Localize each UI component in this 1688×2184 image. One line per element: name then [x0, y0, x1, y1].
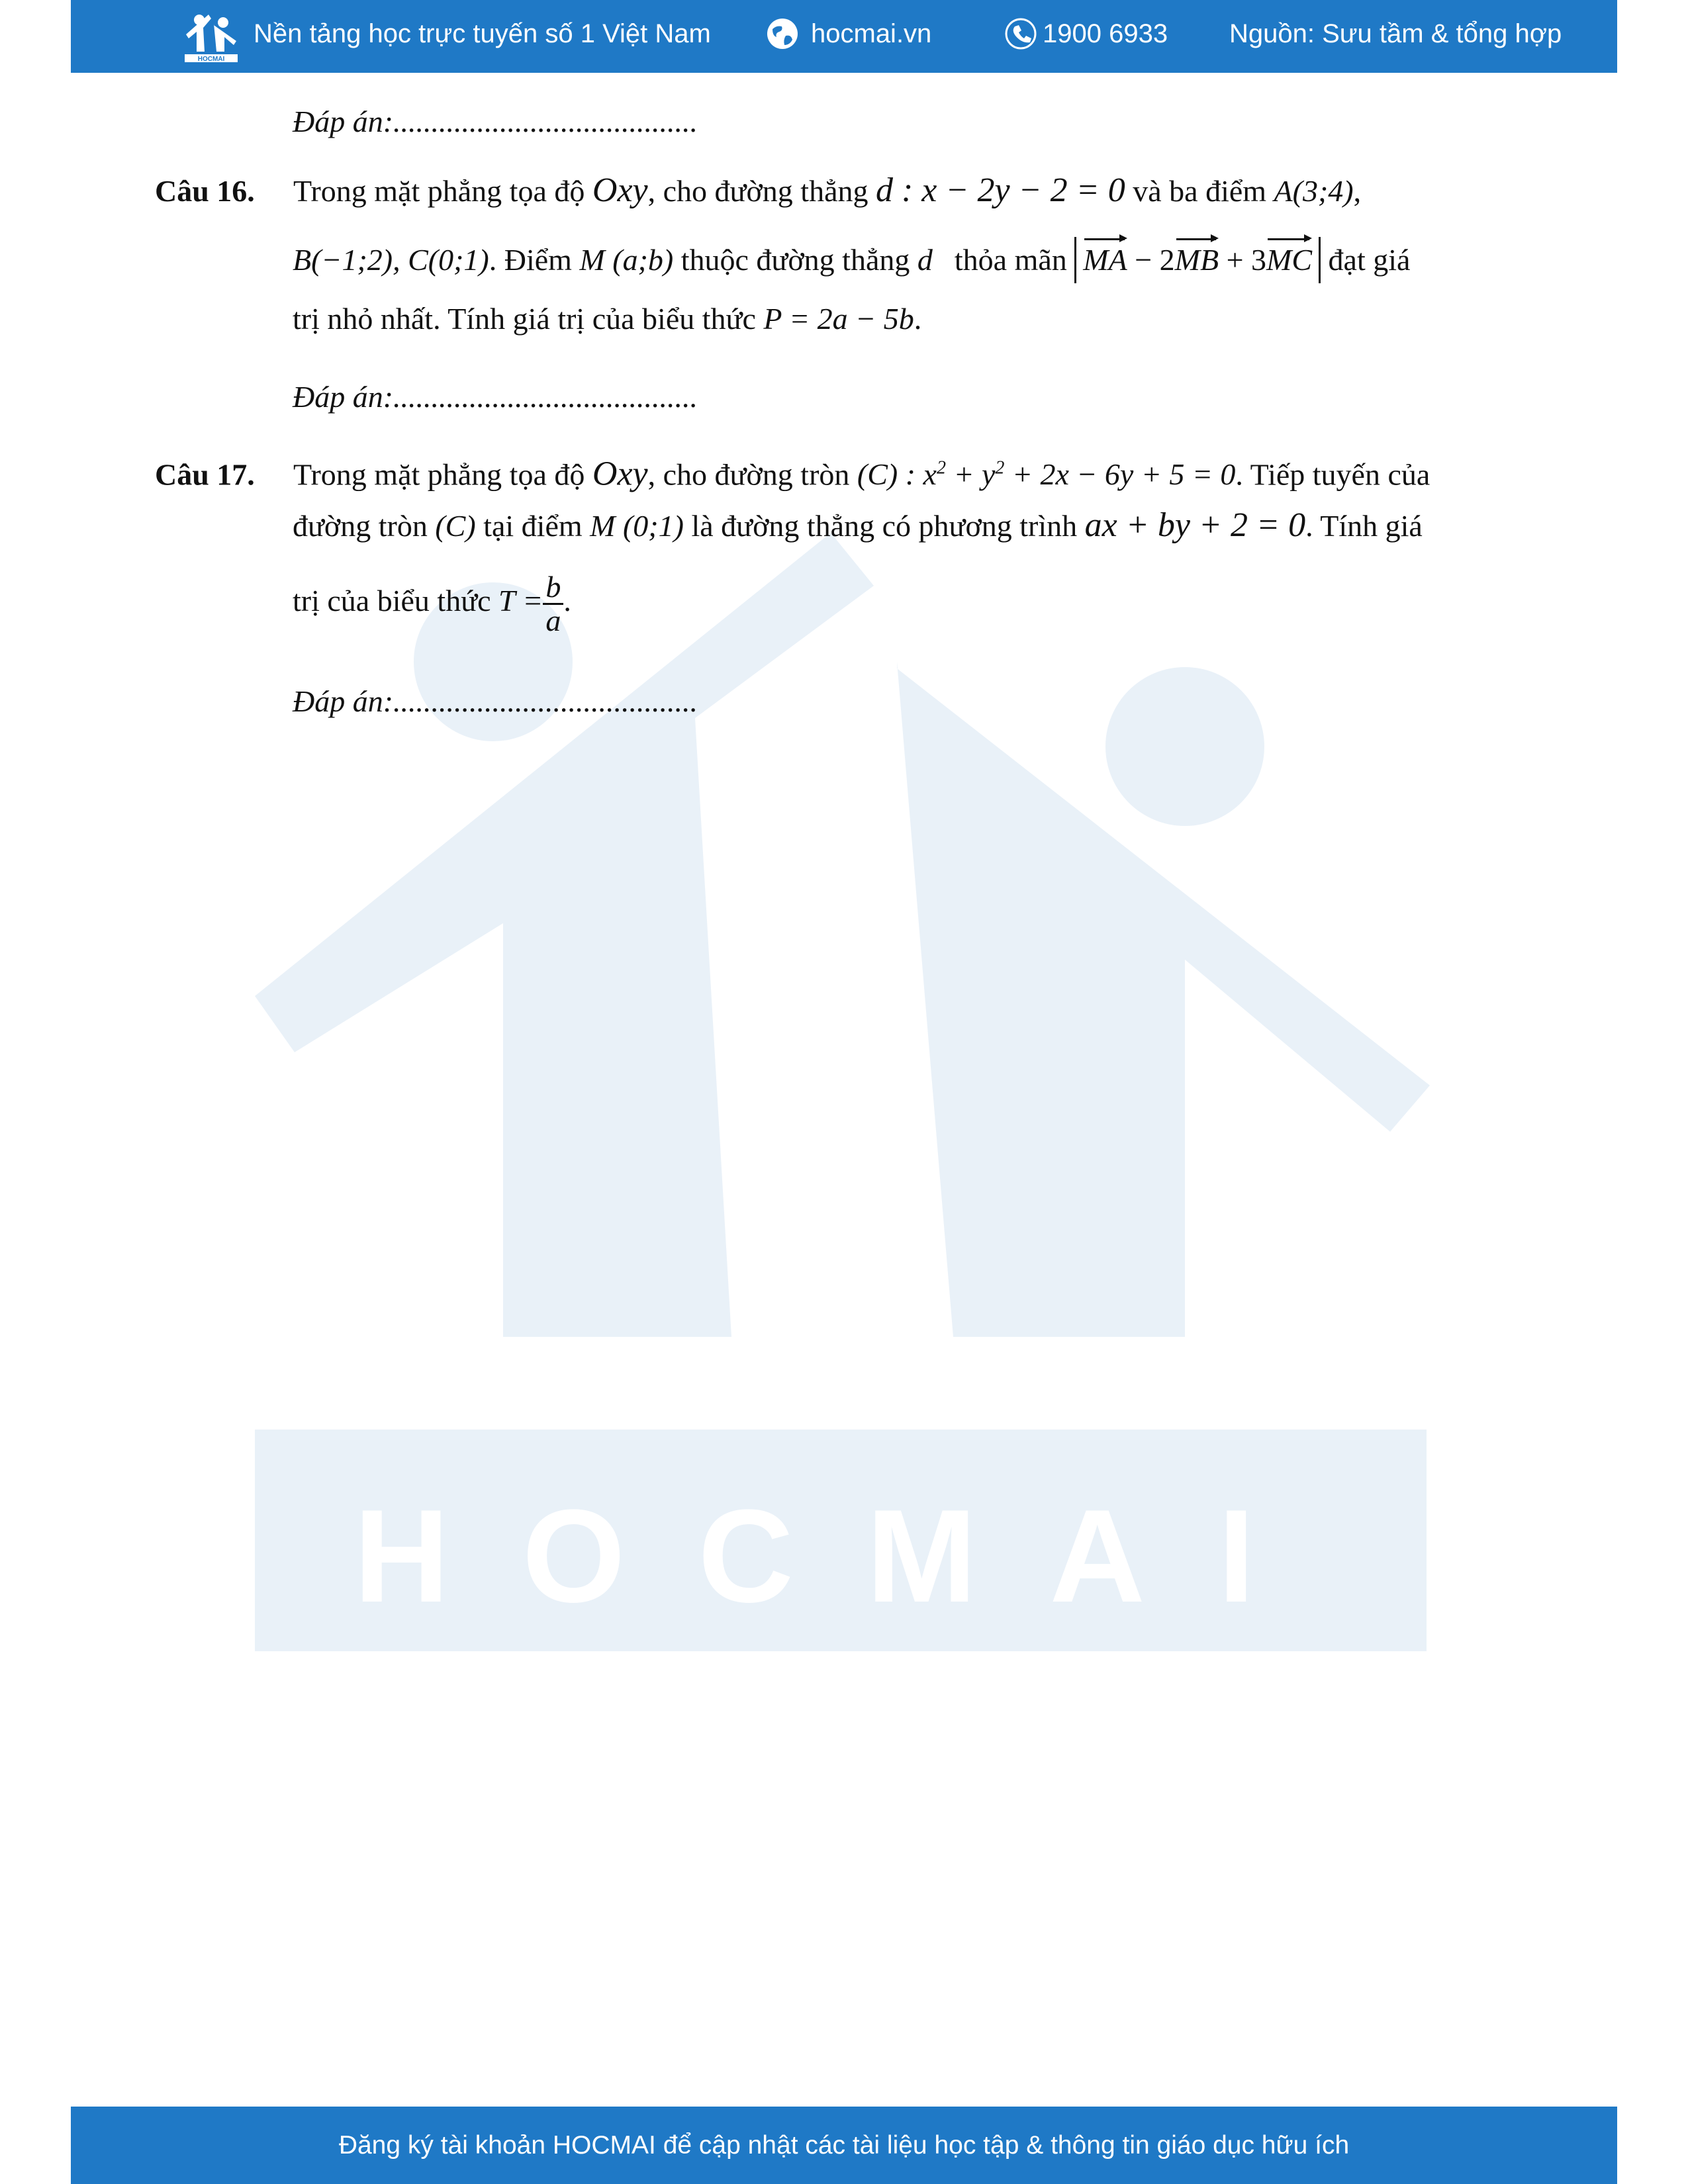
watermark-text: HOCMAI	[353, 1482, 1328, 1630]
q16-points-bc: B(−1;2), C(0;1)	[293, 243, 489, 277]
q17-line2	[293, 506, 1423, 546]
q17-line3	[293, 569, 571, 637]
vector-mb: MB	[1175, 237, 1219, 283]
q16-d: d	[917, 243, 933, 277]
vector-mc: MC	[1266, 237, 1312, 283]
q16-minus-2: − 2	[1127, 243, 1175, 277]
website-label: hocmai.vn	[811, 19, 932, 48]
hocmai-logo[interactable]	[182, 8, 242, 64]
header-phone[interactable]	[1004, 17, 1168, 50]
q17-text-2: , cho đường tròn	[647, 457, 850, 492]
fraction-denominator: a	[545, 603, 561, 637]
q17-circle-c: + 2x − 6y + 5 = 0	[1004, 457, 1236, 492]
q16-text-7: đạt giá	[1328, 243, 1411, 277]
q16-text-3: và ba điểm	[1133, 174, 1267, 208]
watermark-right-head	[1105, 667, 1264, 826]
q16-answer-line	[293, 377, 698, 417]
q17-point-m: M (0;1)	[590, 509, 684, 543]
phone-label: 1900 6933	[1043, 19, 1168, 48]
q17-text-5: tại điểm	[483, 509, 583, 543]
answer-dots[interactable]: ........................................	[393, 380, 698, 414]
q17-number: Câu 17.	[155, 457, 255, 492]
q17-square-1: 2	[936, 458, 946, 478]
answer-label: Đáp án:	[293, 380, 394, 414]
header-website[interactable]	[766, 17, 931, 50]
q17-text-7: . Tính giá	[1305, 509, 1423, 543]
q17-text-3: . Tiếp tuyến của	[1235, 457, 1430, 492]
answer-label: Đáp án:	[293, 684, 394, 718]
q16-expression: P = 2a − 5b	[763, 302, 914, 336]
answer-line-prev	[293, 102, 698, 142]
q16-text-8: trị nhỏ nhất. Tính giá trị của biểu thức	[293, 302, 756, 336]
logo-right-head	[218, 17, 228, 28]
q17-text-1: Trong mặt phẳng tọa độ	[293, 457, 585, 492]
answer-dots[interactable]: ........................................	[393, 684, 698, 718]
logo-text: HOCMAI	[197, 56, 225, 63]
q16-end: .	[914, 302, 922, 336]
q16-line-equation: d : x − 2y − 2 = 0	[875, 171, 1125, 209]
q17-oxy: Oxy	[592, 455, 648, 493]
header-tagline: Nền tảng học trực tuyến số 1 Việt Nam	[254, 19, 711, 48]
header-bar	[71, 0, 1617, 73]
q17-answer-line	[293, 682, 698, 721]
q17-text-8: trị của biểu thức	[293, 584, 491, 617]
q16-point-m: M (a;b)	[579, 243, 674, 277]
q16-oxy: Oxy	[592, 171, 648, 209]
logo-right-figure	[214, 24, 236, 52]
q16-vector-expression	[1074, 237, 1321, 283]
globe-icon	[766, 17, 799, 50]
vector-ma: MA	[1083, 237, 1127, 283]
q17-circle-equation	[857, 457, 1236, 491]
q17-circle-b: + y	[945, 457, 996, 492]
q16-line2	[293, 237, 1410, 283]
q16-text-6: thỏa mãn	[954, 243, 1067, 277]
q17-circle-c-label: (C)	[435, 509, 476, 543]
q17-line1	[155, 449, 1430, 494]
footer-text[interactable]: Đăng ký tài khoản HOCMAI để cập nhật các tài liệu học tập & thông tin giáo dục hữu ích	[338, 2131, 1350, 2160]
q16-text-4: . Điểm	[489, 243, 572, 277]
header-source: Nguồn: Sưu tầm & tổng hợp	[1229, 19, 1562, 48]
q16-line3	[293, 299, 921, 339]
q17-fraction	[543, 571, 563, 637]
q16-comma: ,	[1353, 174, 1362, 208]
answer-label: Đáp án:	[293, 105, 394, 138]
q17-text-4: đường tròn	[293, 509, 428, 543]
q16-line1	[155, 171, 1361, 211]
q16-text-5: thuộc đường thẳng	[680, 243, 910, 277]
footer-bar[interactable]	[71, 2107, 1617, 2184]
q16-plus-3: + 3	[1219, 243, 1267, 277]
q17-square-2: 2	[995, 458, 1005, 478]
q16-text-2: , cho đường thẳng	[647, 174, 868, 208]
q17-end: .	[563, 584, 571, 617]
answer-dots[interactable]: ........................................	[393, 105, 698, 138]
q17-text-6: là đường thẳng có phương trình	[691, 509, 1078, 543]
q16-text-1: Trong mặt phẳng tọa độ	[293, 174, 585, 208]
q17-tangent-equation: ax + by + 2 = 0	[1084, 506, 1306, 544]
q16-number: Câu 16.	[155, 174, 255, 208]
q17-expression-lhs: T =	[498, 584, 543, 617]
fraction-numerator: b	[543, 571, 563, 605]
phone-icon	[1004, 17, 1037, 50]
q16-point-a: A(3;4)	[1274, 174, 1354, 208]
q17-circle-a: (C) : x	[857, 457, 937, 492]
